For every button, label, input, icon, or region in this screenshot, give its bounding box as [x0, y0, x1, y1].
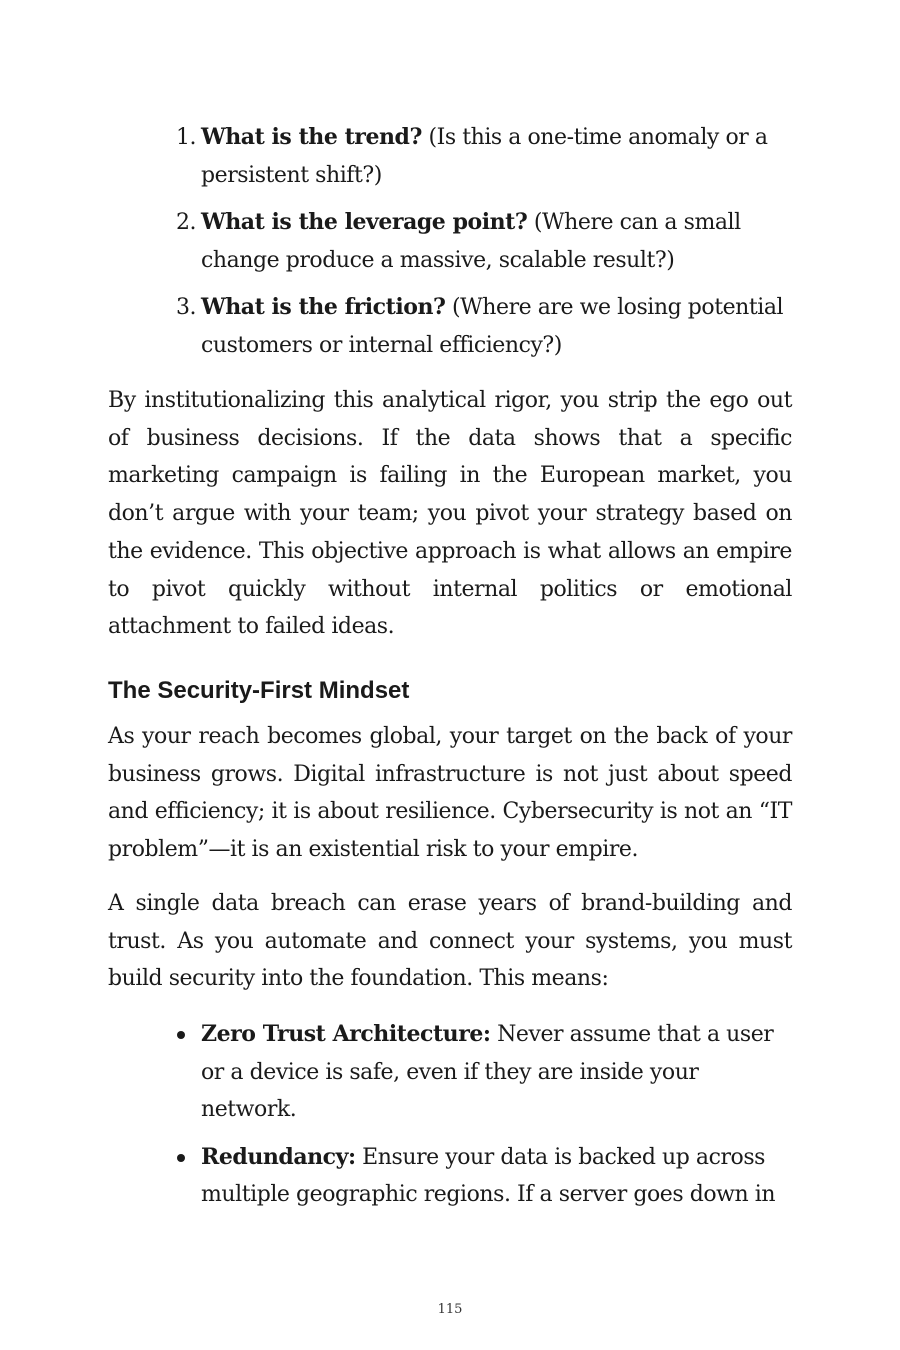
list-item	[172, 204, 792, 279]
page-number: 115	[437, 1302, 463, 1317]
body-paragraph: A single data breach can erase years of brand-building and trust. As you automate and connect your systems, you must build security into the foundation. This means:	[108, 891, 792, 992]
list-item	[172, 1016, 792, 1129]
security-bullet-list	[172, 1016, 792, 1224]
list-number: 3.	[176, 295, 197, 320]
list-item	[172, 1139, 792, 1214]
list-item	[172, 289, 792, 364]
question-text: (Where are we losing potential customers or internal efficiency?)	[201, 295, 784, 358]
numbered-question-list	[172, 119, 792, 374]
body-paragraph: As your reach becomes global, your target on the back of your business grows. Digital infrastructure is not just about speed and efficiency; it is about resilience. Cybersecurity is not an “IT problem”—it is an existential risk to your empire.	[108, 724, 792, 863]
bullet-text: Never assume that a user or a device is safe, even if they are inside your network.	[201, 1022, 774, 1122]
question-text: (Is this a one-time anomaly or a persistent shift?)	[201, 125, 768, 188]
bullet-icon	[177, 1154, 185, 1162]
list-item	[172, 119, 792, 194]
list-number: 2.	[176, 210, 197, 235]
question-text: (Where can a small change produce a massive, scalable result?)	[201, 210, 741, 273]
question-bold: What is the trend?	[201, 124, 422, 150]
question-bold: What is the leverage point?	[201, 209, 528, 235]
bullet-bold: Zero Trust Architecture:	[201, 1021, 491, 1047]
question-bold: What is the friction?	[201, 294, 446, 320]
bullet-icon	[177, 1031, 185, 1039]
body-paragraph: By institutionalizing this analytical rigor, you strip the ego out of business decisions. If the data shows that a specific marketing campaign is failing in the European market, you don’t argue with your team; you pivot your strategy based on the evidence. This objective approach is what allows an empire to pivot quickly without internal politics or emotional attachment to failed ideas.	[108, 388, 792, 640]
bullet-bold: Redundancy:	[201, 1143, 356, 1170]
list-number: 1.	[176, 125, 197, 150]
section-heading: The Security-First Mindset	[108, 677, 410, 704]
bullet-text: Ensure your data is backed up across multiple geographic regions. If a server goes down in	[201, 1144, 776, 1207]
